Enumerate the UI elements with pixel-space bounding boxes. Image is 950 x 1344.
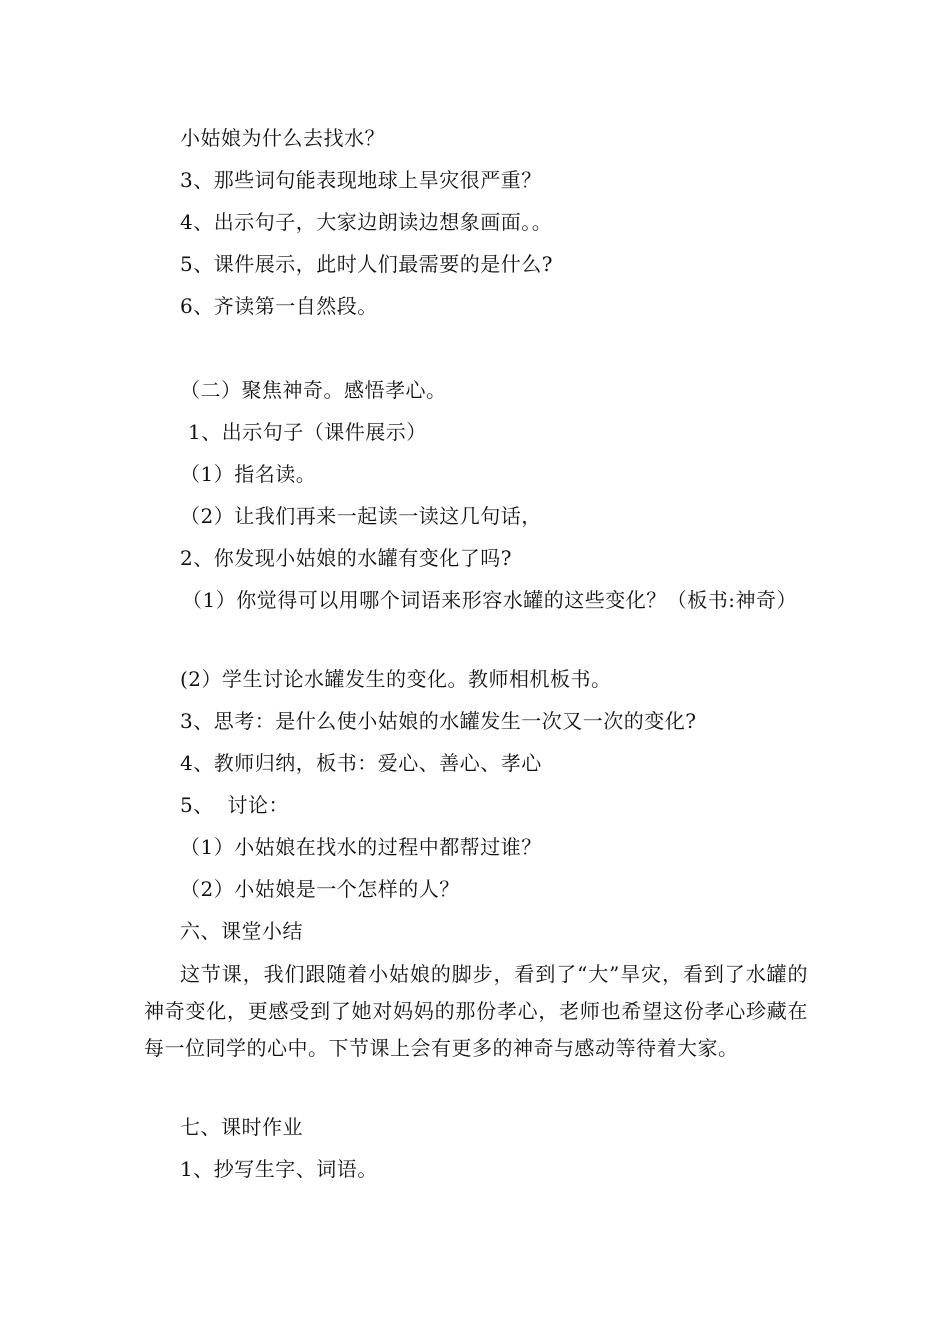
- sub-step-5-line: 5、 讨论：: [180, 793, 289, 817]
- sub-item-discussion-line: (2）学生讨论水罐发生的变化。教师相机板书。: [180, 667, 612, 691]
- step-5-line: 5、课件展示，此时人们最需要的是什么?: [180, 252, 553, 276]
- section-heading-2: （二）聚焦神奇。感悟孝心。: [180, 378, 447, 402]
- section-heading-7: 七、课时作业: [180, 1115, 303, 1139]
- homework-item-1-line: 1、抄写生字、词语。: [180, 1157, 378, 1181]
- step-4-line: 4、出示句子，大家边朗读边想象画面。。: [180, 210, 553, 234]
- summary-paragraph: 这节课，我们跟随着小姑娘的脚步，看到了“大”旱灾，看到了水罐的神奇变化，更感受到了她对妈妈的那份孝心，老师也希望这份孝心珍藏在每一位同学的心中。下节课上会有更多的神奇与感动等待着大家。: [144, 962, 808, 1060]
- sub-step-4-line: 4、教师归纳，板书：爱心、善心、孝心: [180, 751, 542, 775]
- sub-step-3-line: 3、思考：是什么使小姑娘的水罐发生一次又一次的变化?: [180, 709, 697, 733]
- step-3-line: 3、那些词句能表现地球上旱灾很严重？: [180, 168, 542, 192]
- sub-item-wrap-paragraph: （1）你觉得可以用哪个词语来形容水罐的这些变化？（板书:神奇）: [182, 588, 797, 612]
- section-heading-6: 六、课堂小结: [180, 919, 303, 943]
- sub-item-2-line: （2）让我们再来一起读一读这几句话，: [180, 504, 542, 528]
- step-6-line: 6、齐读第一自然段。: [180, 294, 378, 318]
- question-line: 小姑娘为什么去找水？: [180, 126, 385, 150]
- discussion-item-2-line: （2）小姑娘是一个怎样的人？: [180, 877, 460, 901]
- sub-step-2-line: 2、你发现小姑娘的水罐有变化了吗?: [180, 546, 512, 570]
- sub-item-1-line: （1）指名读。: [180, 462, 317, 486]
- sub-step-1-line: 1、出示句子（课件展示）: [188, 420, 427, 444]
- discussion-item-1-line: （1）小姑娘在找水的过程中都帮过谁？: [180, 835, 542, 859]
